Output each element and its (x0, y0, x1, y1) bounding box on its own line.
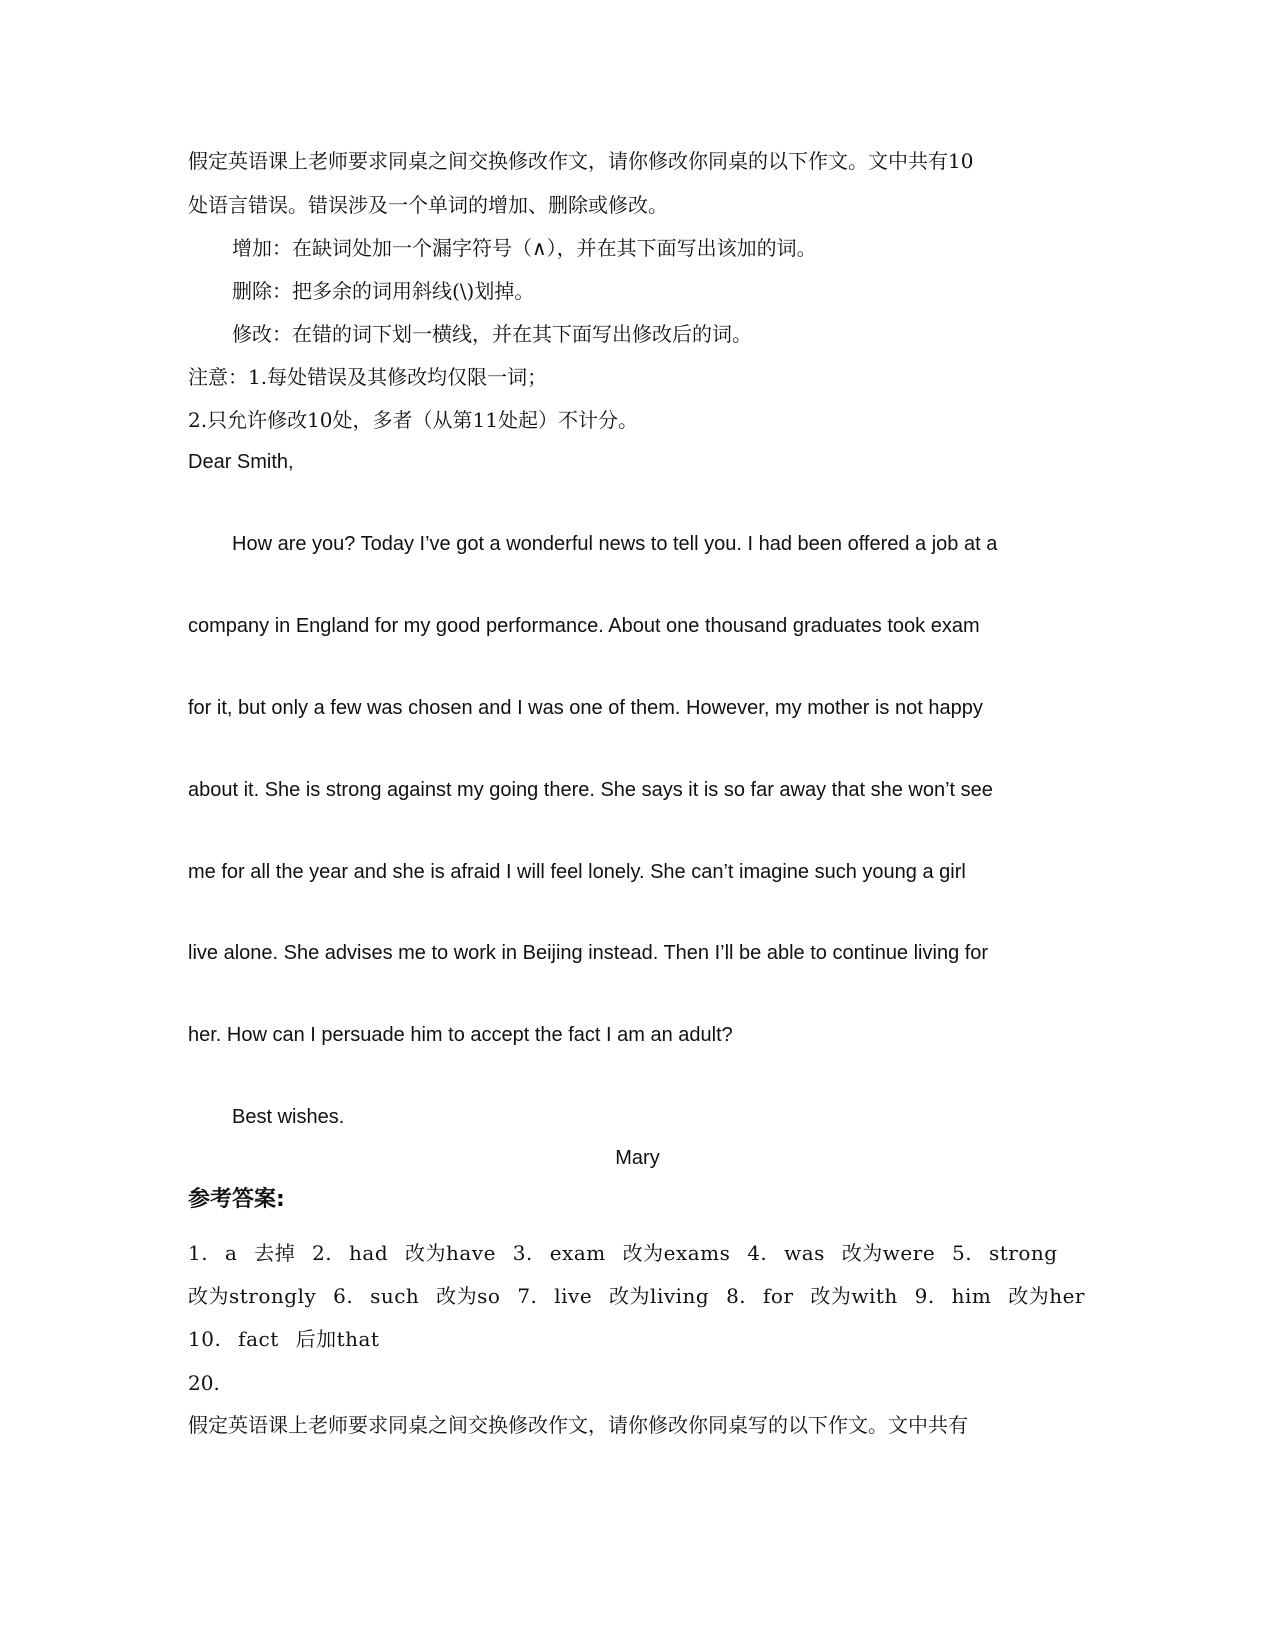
letter-line-5: me for all the year and she is afraid I will feel lonely. She can’t imagine such young a girl (188, 861, 966, 883)
letter-line-7: her. How can I persuade him to accept the fact I am an adult? (188, 1024, 733, 1046)
letter-line-6: live alone. She advises me to work in Beijing instead. Then I’ll be able to continue living for (188, 942, 989, 964)
instructions-note-2: 2.只允许修改10处，多者（从第11处起）不计分。 (188, 408, 638, 432)
instructions-line-1: 假定英语课上老师要求同桌之间交换修改作文，请你修改你同桌的以下作文。文中共有10 (188, 149, 974, 173)
answer-line-1: 1. a 去掉 2. had 改为have 3. exam 改为exams 4. was 改为were 5. strong (188, 1241, 1058, 1265)
instructions-modify: 修改：在错的词下划一横线，并在其下面写出修改后的词。 (232, 322, 752, 346)
answer-heading: 参考答案: (188, 1187, 285, 1212)
next-question-line-1: 假定英语课上老师要求同桌之间交换修改作文，请你修改你同桌写的以下作文。文中共有 (188, 1413, 968, 1437)
letter-line-2: company in England for my good performance. About one thousand graduates took exam (188, 615, 980, 637)
letter-closing: Best wishes. (232, 1106, 345, 1128)
instructions-line-2: 处语言错误。错误涉及一个单词的增加、删除或修改。 (188, 193, 668, 217)
letter-line-1: How are you? Today I’ve got a wonderful news to tell you. I had been offered a job at a (232, 533, 998, 555)
letter-salutation: Dear Smith, (188, 451, 294, 473)
letter-line-3: for it, but only a few was chosen and I was one of them. However, my mother is not happy (188, 697, 983, 719)
instructions-note-1: 注意：1.每处错误及其修改均仅限一词； (188, 365, 548, 389)
letter-line-4: about it. She is strong against my going there. She says it is so far away that she won’t see (188, 779, 993, 801)
letter-signature: Mary (615, 1147, 660, 1169)
answer-line-2: 改为strongly 6. such 改为so 7. live 改为living 8. for 改为with 9. him 改为her (188, 1284, 1085, 1308)
question-number: 20. (188, 1371, 220, 1395)
instructions-add: 增加：在缺词处加一个漏字符号（∧），并在其下面写出该加的词。 (232, 236, 817, 260)
answer-line-3: 10. fact 后加that (188, 1327, 380, 1351)
instructions-delete: 删除：把多余的词用斜线(\)划掉。 (232, 279, 535, 303)
